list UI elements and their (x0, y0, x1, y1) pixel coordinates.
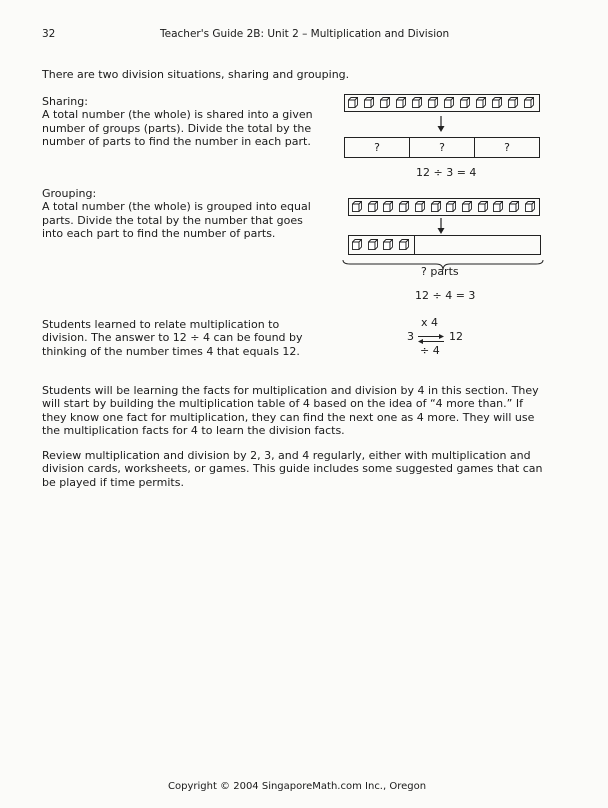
divide-label: ÷ 4 (420, 344, 440, 357)
cube-icon (460, 97, 470, 108)
page-number: 32 (42, 28, 56, 40)
cube-icon (525, 201, 535, 212)
group-divider (414, 236, 415, 254)
grouping-line: into each part to find the number of parts. (42, 226, 276, 240)
sharing-cube-bar (344, 94, 540, 112)
cube-icon (368, 239, 378, 250)
grouping-line: parts. Divide the total by the number that goes (42, 213, 303, 227)
cube-icon (493, 201, 503, 212)
paragraph-line: they know one fact for multiplication, they can find the next one as 4 more. They will use (42, 410, 535, 424)
cube-icon (428, 97, 438, 108)
cube-icon (492, 97, 502, 108)
grouping-cube-bar (348, 198, 540, 216)
cube-icon (524, 97, 534, 108)
cube-icon (476, 97, 486, 108)
cube-icon (399, 201, 409, 212)
grouping-heading: Grouping: (42, 187, 97, 200)
relate-left-value: 3 (407, 330, 414, 343)
grouping-parts-bar (348, 235, 541, 255)
cube-icon (431, 201, 441, 212)
page-title: Teacher's Guide 2B: Unit 2 – Multiplication and Division (160, 28, 450, 40)
paragraph-line: division cards, worksheets, or games. This guide includes some suggested games that can (42, 462, 543, 476)
cube-icon (383, 201, 393, 212)
cube-icon (446, 201, 456, 212)
down-arrow-icon (436, 116, 446, 137)
paragraph-line: the multiplication facts for 4 to learn the division facts. (42, 423, 345, 437)
grouping-section (42, 187, 311, 240)
relate-line: thinking of the number times 4 that equals 12. (42, 344, 300, 358)
paragraph-line: Review multiplication and division by 2, 3, and 4 regularly, either with multiplication and (42, 449, 531, 462)
part-label: ? (374, 141, 380, 154)
cube-icon (508, 97, 518, 108)
part-label: ? (504, 141, 510, 154)
relate-right-value: 12 (449, 330, 463, 343)
intro-text: There are two division situations, sharing and grouping. (42, 68, 350, 81)
cube-icon (415, 201, 425, 212)
brace-label: ? parts (421, 265, 459, 278)
cube-icon (368, 201, 378, 212)
cube-icon (364, 97, 374, 108)
sharing-line: number of parts to find the number in each part. (42, 134, 311, 148)
cube-icon (380, 97, 390, 108)
relate-line: division. The answer to 12 ÷ 4 can be found by (42, 331, 303, 345)
part-label: ? (439, 141, 445, 154)
sharing-line: A total number (the whole) is shared into a given (42, 108, 313, 122)
cube-icon (383, 239, 393, 250)
cube-icon (352, 201, 362, 212)
cube-icon (462, 201, 472, 212)
paragraph (42, 449, 547, 489)
sharing-parts-bar (344, 137, 540, 158)
cube-icon (444, 97, 454, 108)
cube-icon (348, 97, 358, 108)
relate-section (42, 318, 303, 358)
grouping-equation: 12 ÷ 4 = 3 (415, 289, 476, 302)
cube-icon (412, 97, 422, 108)
multiply-label: x 4 (421, 316, 439, 329)
grouping-line: A total number (the whole) is grouped into equal (42, 200, 311, 214)
paragraph-line: be played if time permits. (42, 475, 184, 489)
sharing-section (42, 95, 313, 148)
relate-line: Students learned to relate multiplication to (42, 318, 280, 331)
paragraph-line: Students will be learning the facts for multiplication and division by 4 in this section. They (42, 384, 539, 397)
cube-icon (478, 201, 488, 212)
sharing-equation: 12 ÷ 3 = 4 (416, 166, 477, 179)
cube-icon (352, 239, 362, 250)
sharing-line: number of groups (parts). Divide the total by the (42, 121, 312, 135)
paragraph (42, 384, 547, 437)
sharing-heading: Sharing: (42, 95, 88, 108)
cube-icon (396, 97, 406, 108)
cube-icon (509, 201, 519, 212)
copyright-footer: Copyright © 2004 SingaporeMath.com Inc., Oregon (168, 781, 427, 792)
cube-icon (399, 239, 409, 250)
paragraph-line: will start by building the multiplication table of 4 based on the idea of “4 more than.” If (42, 397, 523, 411)
